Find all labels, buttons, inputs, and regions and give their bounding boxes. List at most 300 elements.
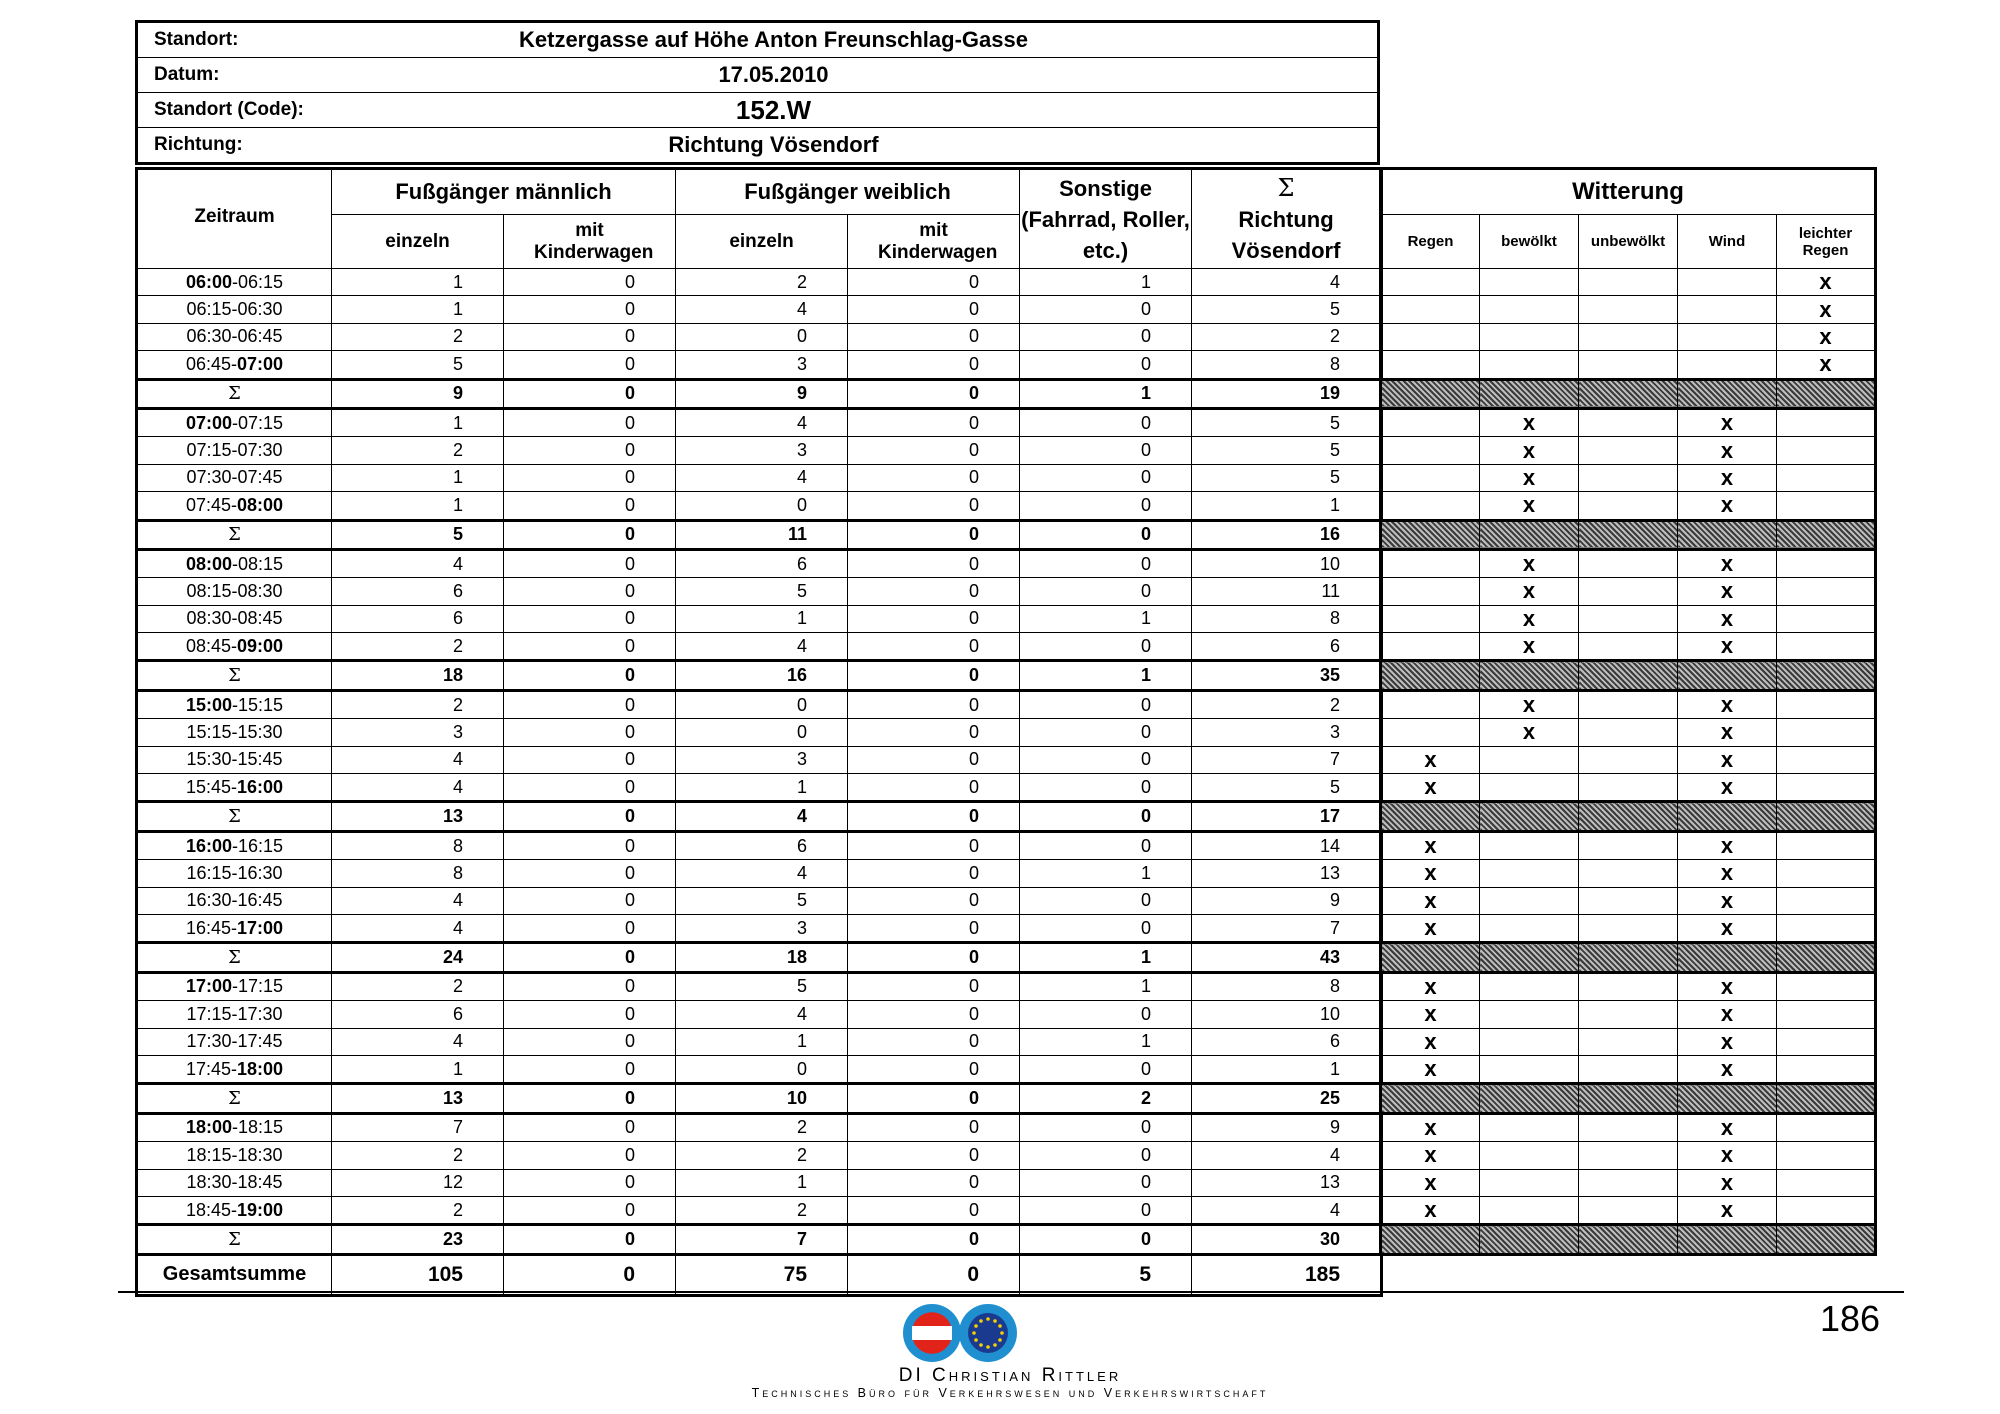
count-cell: 6 xyxy=(676,831,848,859)
page-number: 186 xyxy=(1820,1298,1881,1339)
count-cell: 6 xyxy=(332,1001,504,1028)
hatched-cell xyxy=(1381,943,1480,972)
count-cell: 0 xyxy=(504,578,676,605)
weather-row xyxy=(1381,296,1876,323)
count-cell: 3 xyxy=(676,914,848,942)
time-start: 07:00 xyxy=(185,412,232,433)
weather-mark xyxy=(1579,1001,1678,1028)
count-cell: 0 xyxy=(848,1196,1020,1224)
count-cell: 5 xyxy=(332,351,504,379)
count-cell: 1 xyxy=(1020,269,1192,296)
count-cell: 0 xyxy=(504,774,676,802)
hatched-cell xyxy=(1678,943,1777,972)
weather-mark: x xyxy=(1777,269,1876,296)
subtotal-cell: 10 xyxy=(676,1084,848,1113)
time-range: 18:15-18:30 xyxy=(137,1142,332,1169)
hatched-cell xyxy=(1579,1084,1678,1113)
count-cell: 0 xyxy=(848,549,1020,577)
weather-mark xyxy=(1579,351,1678,379)
time-range: 15:00-15:15 xyxy=(137,690,332,718)
weather-mark xyxy=(1381,719,1480,746)
weather-mark xyxy=(1579,1142,1678,1169)
weather-mark xyxy=(1678,269,1777,296)
weather-mark xyxy=(1777,1196,1876,1224)
datum-label: Datum: xyxy=(137,58,471,93)
weather-separator-row xyxy=(1381,520,1876,549)
count-cell: 0 xyxy=(1020,351,1192,379)
weather-mark xyxy=(1579,464,1678,491)
hatched-cell xyxy=(1678,661,1777,690)
subtotal-cell: 11 xyxy=(676,520,848,549)
time-end: 16:00 xyxy=(237,776,284,797)
time-range: 16:30-16:45 xyxy=(137,887,332,914)
count-cell: 0 xyxy=(848,351,1020,379)
count-cell: 0 xyxy=(848,296,1020,323)
count-cell: 0 xyxy=(504,746,676,773)
count-cell: 0 xyxy=(504,1055,676,1083)
weather-mark xyxy=(1678,296,1777,323)
time-range: 16:15-16:30 xyxy=(137,860,332,887)
weather-mark xyxy=(1381,578,1480,605)
weather-mark: x xyxy=(1381,1142,1480,1169)
count-cell: 1 xyxy=(1192,492,1382,520)
count-cell: 5 xyxy=(676,972,848,1000)
subtotal-label: Σ xyxy=(137,943,332,972)
subtotal-cell: 0 xyxy=(848,1084,1020,1113)
weather-mark xyxy=(1579,1028,1678,1055)
count-cell: 0 xyxy=(504,831,676,859)
weather-separator-row xyxy=(1381,1084,1876,1113)
interval-row xyxy=(137,914,1382,942)
interval-row xyxy=(137,972,1382,1000)
weather-mark xyxy=(1777,437,1876,464)
count-cell: 0 xyxy=(504,633,676,661)
weather-mark xyxy=(1381,269,1480,296)
count-cell: 0 xyxy=(848,1113,1020,1141)
weather-mark: x xyxy=(1678,1001,1777,1028)
subtotal-cell: 19 xyxy=(1192,379,1382,408)
count-cell: 0 xyxy=(848,605,1020,632)
count-cell: 1 xyxy=(332,464,504,491)
weather-mark xyxy=(1381,437,1480,464)
time-start: 17:15 xyxy=(186,1003,232,1024)
weather-mark: x xyxy=(1381,860,1480,887)
weather-mark xyxy=(1480,1169,1579,1196)
weather-mark xyxy=(1480,1196,1579,1224)
count-cell: 7 xyxy=(1192,914,1382,942)
subtotal-cell: 25 xyxy=(1192,1084,1382,1113)
count-cell: 2 xyxy=(676,1196,848,1224)
time-end: 15:45 xyxy=(237,749,283,770)
weather-mark: x xyxy=(1678,1113,1777,1141)
weather-row xyxy=(1381,1142,1876,1169)
time-range: 16:45-17:00 xyxy=(137,914,332,942)
count-cell: 0 xyxy=(504,296,676,323)
count-cell: 4 xyxy=(676,408,848,436)
count-cell: 0 xyxy=(848,831,1020,859)
weather-mark: x xyxy=(1381,1113,1480,1141)
count-cell: 0 xyxy=(848,690,1020,718)
weather-mark xyxy=(1579,746,1678,773)
count-cell: 0 xyxy=(1020,1001,1192,1028)
subtotal-cell: 0 xyxy=(1020,520,1192,549)
weather-mark xyxy=(1381,605,1480,632)
count-cell: 0 xyxy=(848,633,1020,661)
count-cell: 2 xyxy=(676,1142,848,1169)
time-range: 17:45-18:00 xyxy=(137,1055,332,1083)
count-cell: 1 xyxy=(1020,1028,1192,1055)
count-cell: 0 xyxy=(848,860,1020,887)
weather-mark: x xyxy=(1381,1028,1480,1055)
weather-mark: x xyxy=(1678,914,1777,942)
interval-row xyxy=(137,296,1382,323)
total-row xyxy=(137,1254,1382,1295)
weather-mark xyxy=(1579,408,1678,436)
interval-row xyxy=(137,578,1382,605)
count-cell: 1 xyxy=(676,1169,848,1196)
time-range: 16:00-16:15 xyxy=(137,831,332,859)
total-cell: 5 xyxy=(1020,1254,1192,1295)
time-start: 07:30 xyxy=(186,467,232,488)
weather-mark xyxy=(1777,1055,1876,1083)
time-start: 15:15 xyxy=(186,721,232,742)
count-cell: 8 xyxy=(332,831,504,859)
weather-mark xyxy=(1381,408,1480,436)
weather-row xyxy=(1381,437,1876,464)
count-cell: 0 xyxy=(504,1001,676,1028)
weather-row xyxy=(1381,633,1876,661)
weather-mark: x xyxy=(1480,549,1579,577)
weather-mark: x xyxy=(1678,549,1777,577)
count-cell: 5 xyxy=(676,887,848,914)
hatched-cell xyxy=(1777,661,1876,690)
time-range: 08:45-09:00 xyxy=(137,633,332,661)
weather-mark xyxy=(1678,351,1777,379)
sigma-symbol: Σ xyxy=(1277,173,1295,202)
subtotal-label: Σ xyxy=(137,1225,332,1254)
weather-row xyxy=(1381,774,1876,802)
count-cell: 0 xyxy=(1020,1142,1192,1169)
weather-row xyxy=(1381,831,1876,859)
count-cell: 4 xyxy=(332,914,504,942)
count-cell: 2 xyxy=(676,1113,848,1141)
witterung-header: Witterung xyxy=(1381,169,1876,215)
count-cell: 0 xyxy=(1020,1113,1192,1141)
weather-mark xyxy=(1480,774,1579,802)
weather-mark xyxy=(1579,914,1678,942)
count-cell: 0 xyxy=(504,437,676,464)
subtotal-cell: 24 xyxy=(332,943,504,972)
subtotal-cell: 7 xyxy=(676,1225,848,1254)
count-cell: 0 xyxy=(848,1055,1020,1083)
count-cell: 0 xyxy=(848,269,1020,296)
count-cell: 0 xyxy=(504,690,676,718)
time-start: 17:30 xyxy=(186,1031,232,1052)
weather-mark: x xyxy=(1381,1196,1480,1224)
weather-separator-row xyxy=(1381,802,1876,831)
subtotal-cell: 18 xyxy=(332,661,504,690)
subtotal-label: Σ xyxy=(137,379,332,408)
weather-mark xyxy=(1381,351,1480,379)
weather-mark xyxy=(1777,1028,1876,1055)
interval-row xyxy=(137,719,1382,746)
time-range: 06:15-06:30 xyxy=(137,296,332,323)
weather-mark: x xyxy=(1777,323,1876,350)
count-cell: 9 xyxy=(1192,887,1382,914)
count-cell: 8 xyxy=(332,860,504,887)
hatched-cell xyxy=(1678,1225,1777,1254)
unbewoelkt-header: unbewölkt xyxy=(1579,215,1678,269)
time-end: 19:00 xyxy=(237,1199,284,1220)
weather-mark xyxy=(1777,746,1876,773)
weather-row xyxy=(1381,549,1876,577)
time-end: 15:15 xyxy=(238,694,284,715)
time-end: 08:30 xyxy=(237,580,283,601)
hatched-cell xyxy=(1678,379,1777,408)
time-end: 15:30 xyxy=(237,721,283,742)
weather-mark: x xyxy=(1381,774,1480,802)
time-end: 18:30 xyxy=(237,1144,283,1165)
subtotal-cell: 0 xyxy=(504,1225,676,1254)
weather-mark xyxy=(1579,578,1678,605)
weather-mark xyxy=(1579,887,1678,914)
male-header: Fußgänger männlich xyxy=(332,169,676,215)
weather-mark xyxy=(1777,492,1876,520)
count-cell: 0 xyxy=(504,887,676,914)
time-range: 18:00-18:15 xyxy=(137,1113,332,1141)
count-cell: 0 xyxy=(504,351,676,379)
count-cell: 6 xyxy=(1192,633,1382,661)
count-cell: 0 xyxy=(848,408,1020,436)
count-cell: 4 xyxy=(1192,269,1382,296)
weather-mark xyxy=(1480,1113,1579,1141)
weather-row xyxy=(1381,351,1876,379)
male-einzeln-header: einzeln xyxy=(332,215,504,269)
hatched-cell xyxy=(1777,1225,1876,1254)
interval-row xyxy=(137,269,1382,296)
count-cell: 0 xyxy=(1020,774,1192,802)
subtotal-cell: 0 xyxy=(504,379,676,408)
subtotal-cell: 2 xyxy=(1020,1084,1192,1113)
time-end: 16:45 xyxy=(237,890,283,911)
count-cell: 0 xyxy=(504,549,676,577)
weather-mark: x xyxy=(1480,578,1579,605)
hatched-cell xyxy=(1777,802,1876,831)
time-start: 16:15 xyxy=(186,862,232,883)
time-range: 15:45-16:00 xyxy=(137,774,332,802)
hatched-cell xyxy=(1480,379,1579,408)
richtung-column-label: Richtung Vösendorf xyxy=(1231,206,1341,263)
count-cell: 11 xyxy=(1192,578,1382,605)
weather-mark: x xyxy=(1480,464,1579,491)
weather-mark xyxy=(1777,914,1876,942)
weather-mark: x xyxy=(1381,831,1480,859)
count-cell: 8 xyxy=(1192,605,1382,632)
time-range: 07:45-08:00 xyxy=(137,492,332,520)
weather-mark: x xyxy=(1678,605,1777,632)
time-end: 17:45 xyxy=(237,1031,283,1052)
weather-mark xyxy=(1480,860,1579,887)
subtotal-row xyxy=(137,661,1382,690)
company-logo xyxy=(900,1302,1020,1364)
weather-separator-row xyxy=(1381,379,1876,408)
bewoelkt-header: bewölkt xyxy=(1480,215,1579,269)
subtotal-cell: 1 xyxy=(1020,379,1192,408)
hatched-cell xyxy=(1678,1084,1777,1113)
weather-mark: x xyxy=(1678,887,1777,914)
count-cell: 0 xyxy=(1020,296,1192,323)
hatched-cell xyxy=(1480,1225,1579,1254)
count-cell: 12 xyxy=(332,1169,504,1196)
count-cell: 0 xyxy=(1020,914,1192,942)
code-label: Standort (Code): xyxy=(137,93,471,128)
time-start: 16:30 xyxy=(186,890,232,911)
count-cell: 0 xyxy=(848,719,1020,746)
count-cell: 2 xyxy=(676,269,848,296)
subtotal-cell: 16 xyxy=(1192,520,1382,549)
time-range: 17:15-17:30 xyxy=(137,1001,332,1028)
count-cell: 8 xyxy=(1192,972,1382,1000)
subtotal-cell: 17 xyxy=(1192,802,1382,831)
count-cell: 0 xyxy=(848,914,1020,942)
count-cell: 0 xyxy=(504,1028,676,1055)
count-cell: 0 xyxy=(1020,831,1192,859)
weather-row xyxy=(1381,914,1876,942)
subtotal-cell: 13 xyxy=(332,1084,504,1113)
interval-row xyxy=(137,323,1382,350)
hatched-cell xyxy=(1381,802,1480,831)
hatched-cell xyxy=(1678,802,1777,831)
weather-mark xyxy=(1777,464,1876,491)
count-cell: 8 xyxy=(1192,351,1382,379)
time-end: 07:45 xyxy=(237,467,283,488)
count-cell: 3 xyxy=(676,746,848,773)
hatched-cell xyxy=(1381,379,1480,408)
weather-mark: x xyxy=(1777,296,1876,323)
count-cell: 13 xyxy=(1192,1169,1382,1196)
count-cell: 4 xyxy=(332,1028,504,1055)
count-cell: 0 xyxy=(1020,437,1192,464)
weather-row xyxy=(1381,1169,1876,1196)
count-cell: 3 xyxy=(332,719,504,746)
weather-mark: x xyxy=(1480,437,1579,464)
weather-mark xyxy=(1381,633,1480,661)
subtotal-label: Σ xyxy=(137,661,332,690)
weather-mark xyxy=(1777,633,1876,661)
weather-mark xyxy=(1579,605,1678,632)
hatched-cell xyxy=(1579,379,1678,408)
subtotal-cell: 0 xyxy=(848,1225,1020,1254)
count-cell: 2 xyxy=(332,1196,504,1224)
weather-mark: x xyxy=(1678,746,1777,773)
count-cell: 1 xyxy=(676,1028,848,1055)
subtotal-cell: 0 xyxy=(848,379,1020,408)
time-start: 08:15 xyxy=(186,580,232,601)
weather-mark: x xyxy=(1381,1055,1480,1083)
subtotal-label: Σ xyxy=(137,1084,332,1113)
weather-mark xyxy=(1777,831,1876,859)
weather-mark: x xyxy=(1678,1055,1777,1083)
weather-mark xyxy=(1579,296,1678,323)
count-cell: 1 xyxy=(1020,860,1192,887)
interval-row xyxy=(137,690,1382,718)
interval-row xyxy=(137,860,1382,887)
hatched-cell xyxy=(1777,379,1876,408)
time-start: 18:45 xyxy=(185,1199,231,1220)
count-cell: 0 xyxy=(1020,887,1192,914)
time-start: 18:00 xyxy=(185,1117,232,1138)
time-range: 06:00-06:15 xyxy=(137,269,332,296)
count-cell: 7 xyxy=(332,1113,504,1141)
weather-mark xyxy=(1777,1142,1876,1169)
count-cell: 6 xyxy=(332,605,504,632)
leichter-regen-header: leichter Regen xyxy=(1777,215,1876,269)
time-end: 18:15 xyxy=(238,1117,284,1138)
count-cell: 0 xyxy=(848,437,1020,464)
subtotal-cell: 0 xyxy=(504,943,676,972)
count-cell: 0 xyxy=(848,492,1020,520)
company-subtitle: Technisches Büro für Verkehrswesen und Verkehrswirtschaft xyxy=(751,1386,1269,1400)
time-end: 08:45 xyxy=(237,608,283,629)
count-cell: 1 xyxy=(332,492,504,520)
interval-row xyxy=(137,1028,1382,1055)
subtotal-cell: 0 xyxy=(504,661,676,690)
subtotal-cell: 0 xyxy=(848,661,1020,690)
total-cell: 185 xyxy=(1192,1254,1382,1295)
interval-row xyxy=(137,464,1382,491)
weather-row xyxy=(1381,1055,1876,1083)
time-range: 15:15-15:30 xyxy=(137,719,332,746)
weather-separator-row xyxy=(1381,661,1876,690)
count-cell: 4 xyxy=(676,296,848,323)
weather-row xyxy=(1381,719,1876,746)
weather-mark: x xyxy=(1678,972,1777,1000)
weather-mark: x xyxy=(1381,887,1480,914)
subtotal-row xyxy=(137,520,1382,549)
count-cell: 4 xyxy=(676,860,848,887)
weather-mark xyxy=(1579,633,1678,661)
subtotal-cell: 16 xyxy=(676,661,848,690)
weather-mark: x xyxy=(1678,831,1777,859)
count-cell: 0 xyxy=(504,914,676,942)
count-cell: 13 xyxy=(1192,860,1382,887)
weather-mark xyxy=(1579,1196,1678,1224)
regen-header: Regen xyxy=(1381,215,1480,269)
time-end: 07:30 xyxy=(237,440,283,461)
weather-row xyxy=(1381,269,1876,296)
richtung-value: Richtung Vösendorf xyxy=(470,128,1379,164)
subtotal-cell: 0 xyxy=(504,802,676,831)
interval-row xyxy=(137,746,1382,773)
weather-mark: x xyxy=(1381,1169,1480,1196)
richtung-label: Richtung: xyxy=(137,128,471,164)
interval-row xyxy=(137,437,1382,464)
hatched-cell xyxy=(1381,520,1480,549)
count-cell: 2 xyxy=(332,437,504,464)
count-cell: 0 xyxy=(1020,492,1192,520)
weather-mark: x xyxy=(1678,860,1777,887)
count-cell: 0 xyxy=(676,492,848,520)
time-start: 18:30 xyxy=(186,1172,232,1193)
count-table xyxy=(135,167,1383,1297)
subtotal-row xyxy=(137,943,1382,972)
interval-row xyxy=(137,351,1382,379)
count-cell: 6 xyxy=(676,549,848,577)
interval-row xyxy=(137,633,1382,661)
count-cell: 0 xyxy=(504,1169,676,1196)
datum-value: 17.05.2010 xyxy=(470,58,1379,93)
count-cell: 9 xyxy=(1192,1113,1382,1141)
